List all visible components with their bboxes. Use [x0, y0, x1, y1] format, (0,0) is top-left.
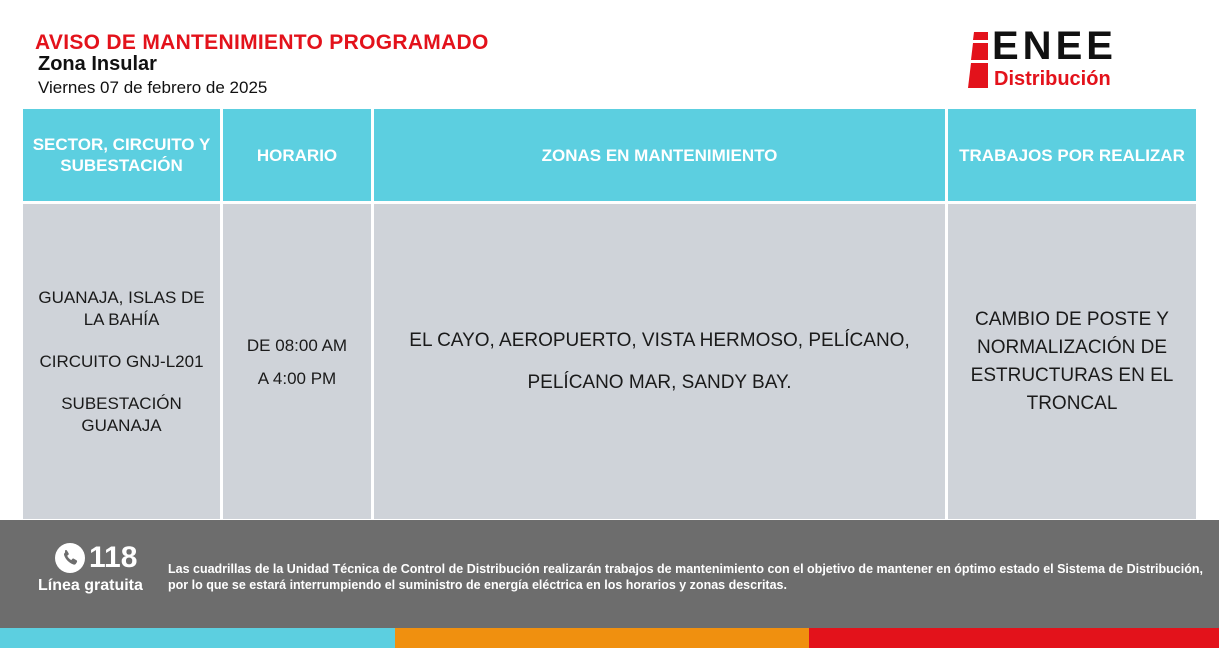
stripe-cyan: [0, 628, 395, 648]
works-cell: CAMBIO DE POSTE Y NORMALIZACIÓN DE ESTRUCTURAS EN EL TRONCAL: [947, 203, 1198, 521]
free-line-label: Línea gratuita: [38, 577, 143, 594]
phone-number: 118: [89, 541, 138, 574]
hours-start: DE 08:00 AM: [246, 335, 348, 355]
brand-stripes: [0, 628, 1219, 648]
logo-wordmark: ENEE: [992, 24, 1117, 68]
zone-label: Zona Insular: [38, 53, 157, 75]
hours-end: A 4:00 PM: [257, 368, 337, 388]
stripe-orange: [395, 628, 809, 648]
hours-cell: [222, 203, 373, 521]
notice-title: AVISO DE MANTENIMIENTO PROGRAMADO: [35, 31, 489, 54]
enee-logo: [968, 24, 1168, 92]
date-label: Viernes 07 de febrero de 2025: [38, 78, 268, 97]
zones-cell: EL CAYO, AEROPUERTO, VISTA HERMOSO, PELÍCANO, PELÍCANO MAR, SANDY BAY.: [373, 203, 947, 521]
sector-cell: [22, 203, 222, 521]
maintenance-table: [20, 106, 1199, 522]
column-header-works: TRABAJOS POR REALIZAR: [947, 108, 1198, 203]
logo-subtitle: Distribución: [994, 68, 1111, 90]
stripe-red: [809, 628, 1219, 648]
notice-header: [0, 0, 1219, 104]
enee-logo-mark-icon: [968, 32, 990, 88]
footer-text: Las cuadrillas de la Unidad Técnica de Control de Distribución realizarán trabajos de mantenimiento con el objetivo de mantener en óptimo estado el Sistema de Distribución, por lo que se estará interrumpiendo el suministro de energía eléctrica en los horarios y zonas descritas.: [168, 562, 1203, 592]
column-header-sector: SECTOR, CIRCUITO Y SUBESTACIÓN: [22, 108, 222, 203]
circuit-name: CIRCUITO GNJ-L201: [39, 351, 204, 371]
column-header-hours: HORARIO: [222, 108, 373, 203]
table-header-row: [22, 108, 1198, 203]
phone-icon: [55, 543, 85, 573]
table-row: [22, 203, 1198, 521]
footer-bar: [0, 520, 1219, 628]
column-header-zones: ZONAS EN MANTENIMIENTO: [373, 108, 947, 203]
sector-name: GUANAJA, ISLAS DE LA BAHÍA: [38, 287, 205, 329]
substation-name: SUBESTACIÓN GUANAJA: [61, 393, 182, 435]
